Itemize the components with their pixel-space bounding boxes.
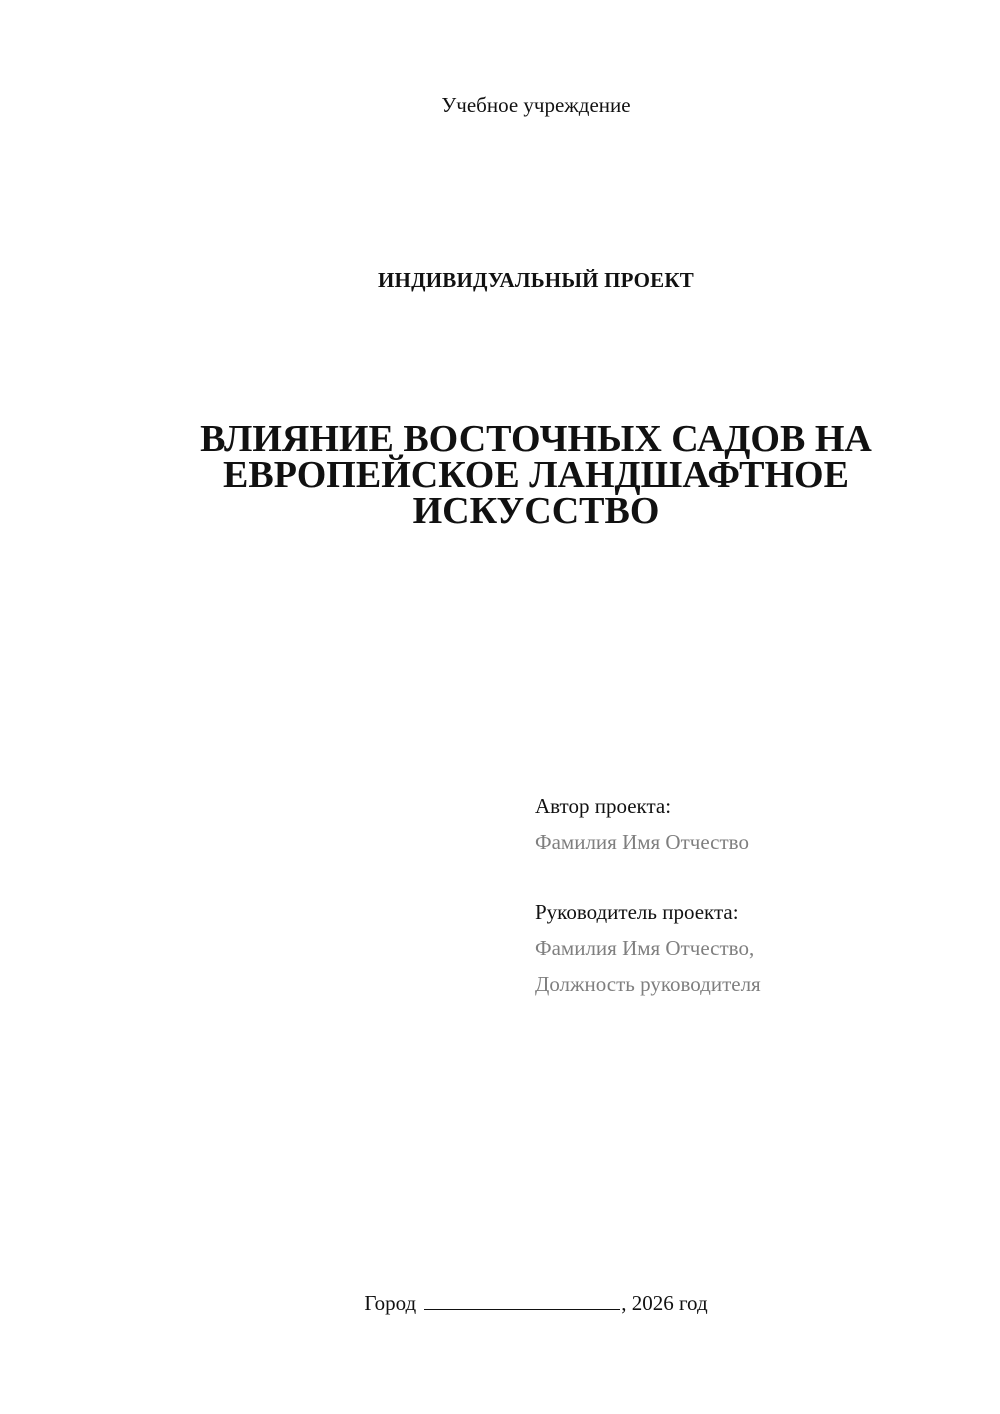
supervisor-block (535, 894, 761, 1002)
signature-section (535, 788, 761, 1002)
project-title-line: ЕВРОПЕЙСКОЕ ЛАНДШАФТНОЕ (223, 454, 849, 496)
author-block (535, 788, 761, 860)
project-title-line: ВЛИЯНИЕ ВОСТОЧНЫХ САДОВ НА (200, 418, 872, 460)
author-label: Автор проекта: (535, 794, 672, 818)
institution-name: Учебное учреждение (441, 93, 631, 117)
supervisor-position: Должность руководителя (535, 972, 761, 996)
supervisor-label: Руководитель проекта: (535, 900, 739, 924)
project-title-line: ИСКУССТВО (412, 490, 660, 532)
project-title (150, 418, 922, 532)
supervisor-name: Фамилия Имя Отчество, (535, 936, 755, 960)
city-label: Город (364, 1291, 417, 1315)
author-name: Фамилия Имя Отчество (535, 830, 749, 854)
city-blank-line (424, 1290, 620, 1310)
city-year-line (0, 1290, 1000, 1316)
year-text: , 2026 год (621, 1291, 708, 1315)
project-type-heading: ИНДИВИДУАЛЬНЫЙ ПРОЕКТ (378, 268, 694, 292)
